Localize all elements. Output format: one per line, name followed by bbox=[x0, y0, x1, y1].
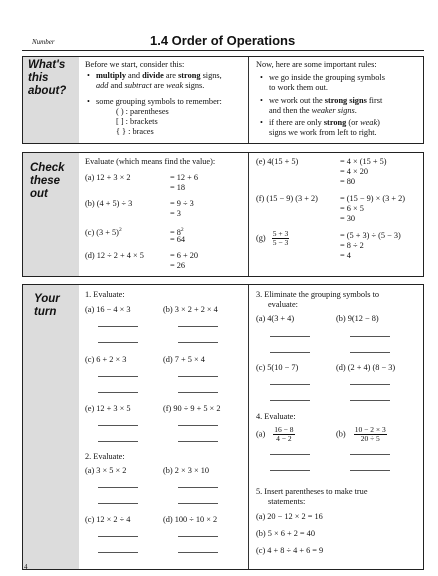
rule-left-to-right bbox=[269, 118, 380, 129]
answer-line[interactable] bbox=[98, 326, 138, 327]
term: are bbox=[163, 71, 179, 80]
answer-line[interactable] bbox=[98, 425, 138, 426]
term: weak bbox=[166, 81, 184, 90]
answer-line[interactable] bbox=[178, 487, 218, 488]
term: and bbox=[108, 81, 125, 90]
rule-strong-first bbox=[269, 96, 382, 107]
about-label-line: this bbox=[28, 72, 49, 84]
q1-item-c: (c) 6 + 2 × 3 bbox=[85, 355, 127, 364]
q1-item-e: (e) 12 + 3 × 5 bbox=[85, 404, 131, 413]
q3-heading-line2: evaluate: bbox=[268, 300, 298, 309]
answer-line[interactable] bbox=[178, 376, 218, 377]
about-bullet-grouping: • some grouping symbols to remember: bbox=[96, 97, 222, 108]
example-b-step: = 3 bbox=[170, 209, 181, 218]
example-e-step: = 4 × 20 bbox=[340, 167, 369, 176]
example-d-step: = 26 bbox=[170, 261, 186, 270]
about-bullet-line2 bbox=[96, 81, 204, 92]
check-divider bbox=[248, 153, 249, 276]
check-label-line: these bbox=[30, 175, 61, 187]
example-g bbox=[256, 230, 289, 247]
answer-line[interactable] bbox=[98, 342, 138, 343]
answer-line[interactable] bbox=[98, 503, 138, 504]
fraction bbox=[354, 426, 387, 443]
answer-line[interactable] bbox=[350, 470, 390, 471]
example-b-step: = 9 ÷ 3 bbox=[170, 199, 194, 208]
q3-item-c: (c) 5(10 − 7) bbox=[256, 363, 299, 372]
q1-item-f: (f) 90 ÷ 9 + 5 × 2 bbox=[163, 404, 221, 413]
answer-line[interactable] bbox=[178, 392, 218, 393]
grouping-brackets: [ ] : brackets bbox=[116, 117, 158, 126]
example-g-step: = 4 bbox=[340, 251, 351, 260]
section-label: Number bbox=[32, 38, 55, 46]
term: signs, bbox=[200, 71, 222, 80]
answer-line[interactable] bbox=[98, 536, 138, 537]
rules-intro: Now, here are some important rules: bbox=[256, 60, 377, 69]
example-f-step: = (15 − 9) × (3 + 2) bbox=[340, 194, 406, 203]
q3-item-b: (b) 9(12 − 8) bbox=[336, 314, 379, 323]
about-intro: Before we start, consider this: bbox=[85, 60, 185, 69]
page-title: 1.4 Order of Operations bbox=[150, 33, 296, 48]
example-e: (e) 4(15 + 5) bbox=[256, 157, 299, 166]
q3-item-a: (a) 4(3 + 4) bbox=[256, 314, 295, 323]
answer-line[interactable] bbox=[270, 470, 310, 471]
rule-strong-first-line2 bbox=[269, 106, 357, 117]
example-a-step: = 18 bbox=[170, 183, 186, 192]
answer-line[interactable] bbox=[350, 336, 390, 337]
example-d: (d) 12 ÷ 2 + 4 × 5 bbox=[85, 251, 144, 260]
exponent: 2 bbox=[118, 227, 122, 233]
check-label bbox=[30, 162, 65, 201]
q5-heading: 5. Insert parentheses to make true bbox=[256, 487, 368, 496]
check-intro: Evaluate (which means find the value): bbox=[85, 157, 216, 166]
answer-line[interactable] bbox=[98, 376, 138, 377]
example-f: (f) (15 − 9) (3 + 2) bbox=[256, 194, 318, 203]
term: we work out the bbox=[269, 96, 325, 105]
answer-line[interactable] bbox=[270, 384, 310, 385]
example-g-step: = 8 ÷ 2 bbox=[340, 241, 364, 250]
term: and then the bbox=[269, 106, 312, 115]
q1-item-a: (a) 16 − 4 × 3 bbox=[85, 305, 131, 314]
turn-label bbox=[34, 293, 60, 319]
example-e-step: = 4 × (15 + 5) bbox=[340, 157, 387, 166]
rule-grouping-line2: to work them out. bbox=[269, 83, 328, 92]
numerator: 16 − 8 bbox=[274, 425, 294, 434]
answer-line[interactable] bbox=[178, 342, 218, 343]
example-b: (b) (4 + 5) ÷ 3 bbox=[85, 199, 133, 208]
step: = 8 bbox=[170, 227, 181, 237]
answer-line[interactable] bbox=[350, 352, 390, 353]
answer-line[interactable] bbox=[178, 503, 218, 504]
turn-label-box bbox=[23, 285, 79, 569]
grouping-braces: { } : braces bbox=[116, 127, 154, 136]
check-label-line: Check bbox=[30, 162, 65, 174]
q2-heading: 2. Evaluate: bbox=[85, 452, 125, 461]
q4-item-b bbox=[336, 426, 387, 443]
example-f-step: = 30 bbox=[340, 214, 356, 223]
q1-item-b: (b) 3 × 2 + 2 × 4 bbox=[163, 305, 218, 314]
grouping-parentheses: ( ) : parentheses bbox=[116, 107, 169, 116]
check-label-line: out bbox=[30, 188, 48, 200]
term: weaker signs bbox=[311, 106, 355, 115]
term: strong signs bbox=[324, 96, 367, 105]
q5-item-c: (c) 4 + 8 ÷ 4 + 6 = 9 bbox=[256, 546, 324, 555]
answer-line[interactable] bbox=[178, 552, 218, 553]
answer-line[interactable] bbox=[350, 400, 390, 401]
rule-left-to-right-line2: signs we work from left to right. bbox=[269, 128, 377, 137]
answer-line[interactable] bbox=[98, 487, 138, 488]
q5-item-b: (b) 5 × 6 + 2 = 40 bbox=[256, 529, 315, 538]
term: . bbox=[354, 106, 357, 115]
q4-b-label: (b) bbox=[336, 429, 346, 439]
term: (or bbox=[346, 118, 361, 127]
example-g-label: (g) bbox=[256, 233, 266, 243]
q5-heading-line2: statements: bbox=[268, 497, 306, 506]
denominator: 5 − 3 bbox=[272, 238, 289, 247]
q1-heading: 1. Evaluate: bbox=[85, 290, 125, 299]
turn-label-line: turn bbox=[34, 306, 57, 318]
fraction bbox=[272, 230, 289, 247]
numerator: 10 − 2 × 3 bbox=[354, 425, 386, 434]
term: divide bbox=[142, 71, 164, 80]
q4-a-label: (a) bbox=[256, 429, 266, 439]
q2-item-a: (a) 3 × 5 × 2 bbox=[85, 466, 127, 475]
q3-heading: 3. Eliminate the grouping symbols to bbox=[256, 290, 380, 299]
term: and bbox=[125, 71, 143, 80]
header-rule bbox=[22, 50, 424, 51]
term: ) bbox=[377, 118, 380, 127]
example-c bbox=[85, 225, 122, 238]
example-c-step: = 64 bbox=[170, 235, 186, 244]
fraction bbox=[273, 426, 294, 443]
answer-line[interactable] bbox=[98, 552, 138, 553]
term: first bbox=[366, 96, 383, 105]
answer-line[interactable] bbox=[270, 454, 310, 455]
example-g-step: = (5 + 3) ÷ (5 − 3) bbox=[340, 231, 401, 240]
about-label-line: What's bbox=[28, 59, 66, 71]
about-label-line: about? bbox=[28, 85, 67, 97]
page-number: 4 bbox=[24, 563, 28, 571]
term: strong bbox=[178, 71, 201, 80]
answer-line[interactable] bbox=[178, 441, 218, 442]
example-c-label: (c) (3 + 5) bbox=[85, 227, 119, 237]
denominator: 4 − 2 bbox=[276, 434, 292, 443]
numerator: 5 + 3 bbox=[272, 229, 289, 238]
answer-line[interactable] bbox=[178, 536, 218, 537]
about-label bbox=[28, 59, 66, 98]
term: weak bbox=[360, 118, 378, 127]
q4-heading: 4. Evaluate: bbox=[256, 412, 296, 421]
answer-line[interactable] bbox=[98, 441, 138, 442]
example-d-step: = 6 + 20 bbox=[170, 251, 199, 260]
turn-label-line: Your bbox=[34, 293, 60, 305]
q1-item-d: (d) 7 + 5 × 4 bbox=[163, 355, 205, 364]
term: if there are only bbox=[269, 118, 324, 127]
term: are bbox=[151, 81, 167, 90]
term: add bbox=[96, 81, 109, 90]
answer-line[interactable] bbox=[178, 326, 218, 327]
example-a-step: = 12 + 6 bbox=[170, 173, 199, 182]
answer-line[interactable] bbox=[270, 400, 310, 401]
answer-line[interactable] bbox=[350, 454, 390, 455]
term: subtract bbox=[124, 81, 152, 90]
turn-divider bbox=[248, 285, 249, 569]
term: signs. bbox=[183, 81, 205, 90]
q2-item-d: (d) 100 ÷ 10 × 2 bbox=[163, 515, 218, 524]
exponent: 2 bbox=[180, 227, 184, 233]
answer-line[interactable] bbox=[270, 352, 310, 353]
q5-item-a: (a) 20 − 12 × 2 = 16 bbox=[256, 512, 323, 521]
example-f-step: = 6 × 5 bbox=[340, 204, 364, 213]
q4-item-a bbox=[256, 426, 295, 443]
q2-item-c: (c) 12 × 2 ÷ 4 bbox=[85, 515, 131, 524]
example-a: (a) 12 + 3 × 2 bbox=[85, 173, 131, 182]
example-e-step: = 80 bbox=[340, 177, 356, 186]
answer-line[interactable] bbox=[178, 425, 218, 426]
q3-item-d: (d) (2 + 4) (8 − 3) bbox=[336, 363, 396, 372]
rule-grouping: • we go inside the grouping symbols bbox=[269, 73, 385, 84]
term: strong bbox=[323, 118, 347, 127]
answer-line[interactable] bbox=[350, 384, 390, 385]
q2-item-b: (b) 2 × 3 × 10 bbox=[163, 466, 209, 475]
about-divider bbox=[248, 57, 249, 143]
about-bullet-strong-weak bbox=[96, 71, 222, 82]
denominator: 20 ÷ 5 bbox=[360, 434, 380, 443]
answer-line[interactable] bbox=[270, 336, 310, 337]
term: multiply bbox=[96, 71, 126, 80]
answer-line[interactable] bbox=[98, 392, 138, 393]
